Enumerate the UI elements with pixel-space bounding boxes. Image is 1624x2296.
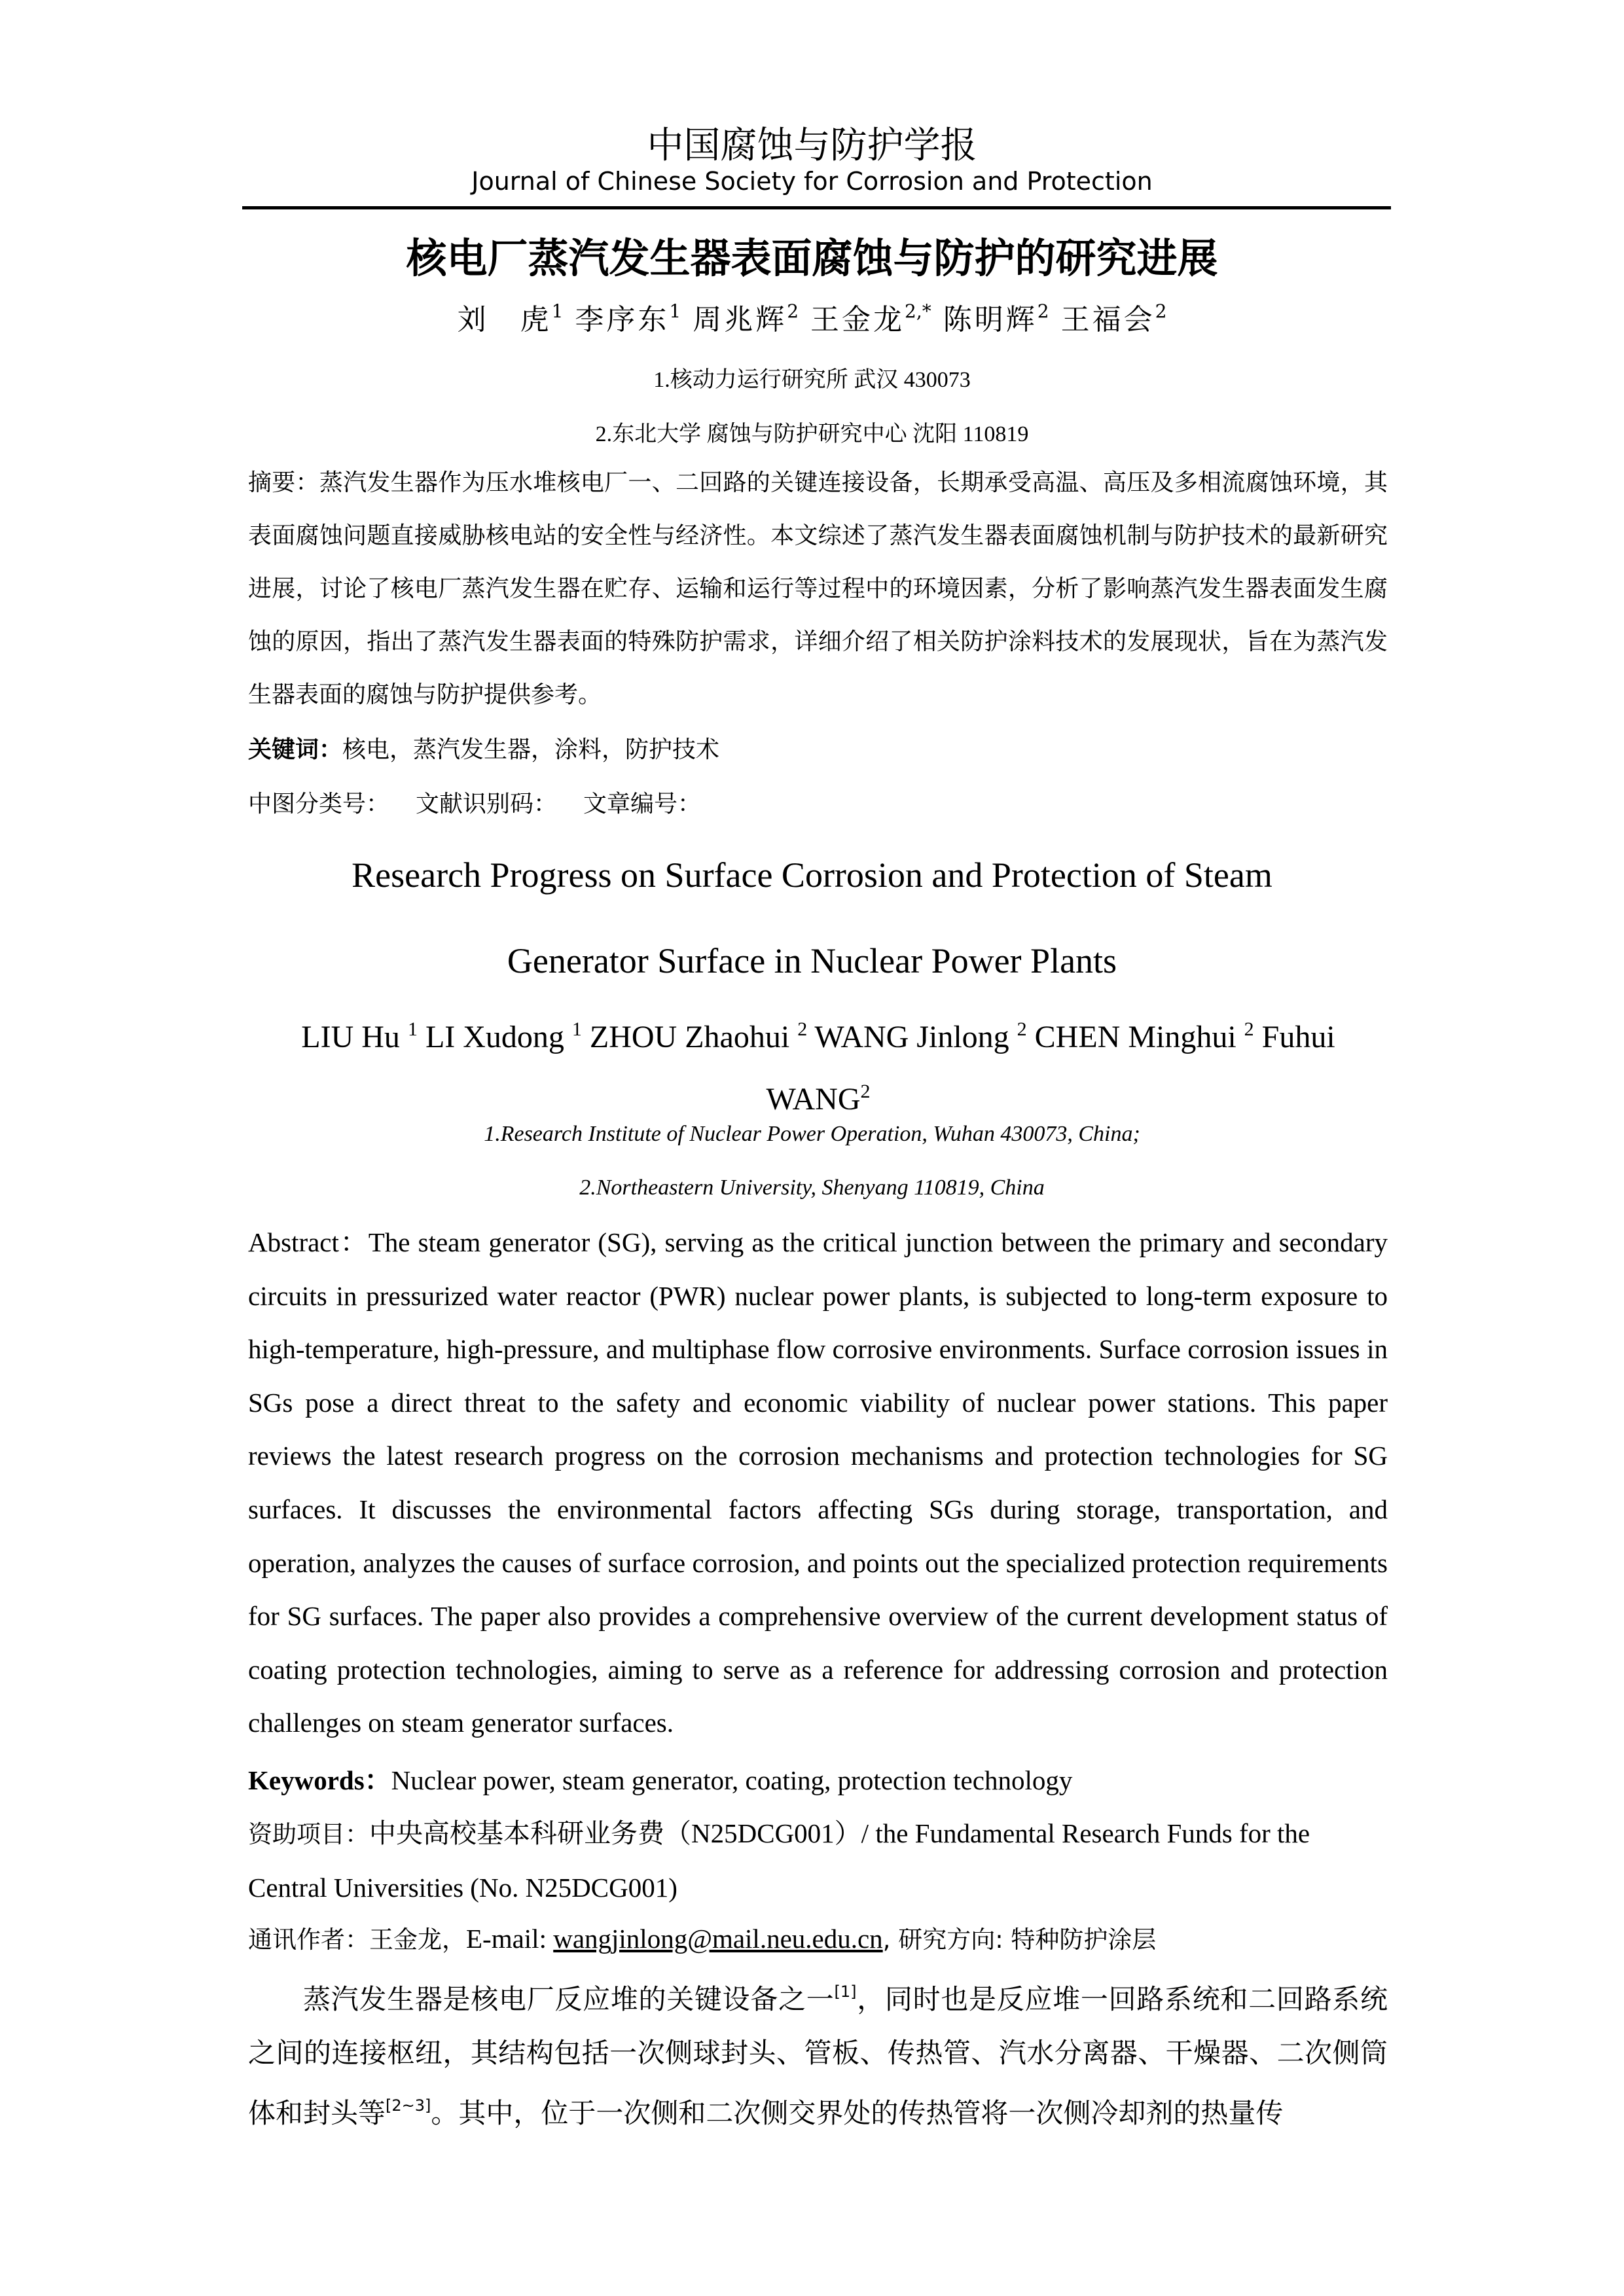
citation[interactable]: [1] bbox=[834, 1982, 857, 2001]
keywords-en bbox=[248, 1754, 1388, 1808]
authors-cn bbox=[0, 296, 1624, 338]
classification-line bbox=[248, 778, 1388, 831]
keywords-cn bbox=[248, 723, 1388, 776]
paper-title-en-line2: Generator Surface in Nuclear Power Plants bbox=[507, 941, 1117, 980]
body-text: 。其中，位于一次侧和二次侧交界处的传热管将一次侧冷却剂的热量传 bbox=[431, 2097, 1284, 2129]
author-cn: 王福会$^2$ bbox=[1060, 300, 1167, 336]
research-direction: , 研究方向: 特种防护涂层 bbox=[882, 1926, 1157, 1954]
author-en: CHEN Minghui $^2$ bbox=[1034, 1018, 1254, 1054]
abstract-en-label: Abstract： bbox=[248, 1227, 369, 1257]
citation[interactable]: [2~3] bbox=[386, 2096, 431, 2115]
author-cn: 刘 虎$^1$ bbox=[457, 300, 564, 336]
body-paragraph bbox=[248, 1965, 1388, 2140]
clc-label: 中图分类号： bbox=[248, 791, 390, 817]
author-en: WANG Jinlong $^2$ bbox=[814, 1018, 1027, 1054]
funding-label: 资助项目： bbox=[248, 1820, 369, 1848]
correspondence-name: 王金龙， bbox=[369, 1926, 466, 1954]
author-cn: 陈明辉$^2$ bbox=[943, 300, 1049, 336]
author-cn: 周兆辉$^2$ bbox=[693, 300, 799, 336]
paper-title-en-line1: Research Progress on Surface Corrosion and Protection of Steam bbox=[352, 855, 1272, 895]
journal-title-en: Journal of Chinese Society for Corrosion and Protection bbox=[471, 167, 1153, 196]
paper-title-en bbox=[0, 833, 1624, 1004]
paper-title-cn: 核电厂蒸汽发生器表面腐蚀与防护的研究进展 bbox=[406, 234, 1218, 282]
abstract-en bbox=[248, 1216, 1388, 1750]
abstract-en-text: The steam generator (SG), serving as the critical junction between the primary and secondary circuits in pressurized water reactor (PWR) nuclear power plants, is subjected to long-term exposure to high-temperature, high-pressure, and multiphase flow corrosive environments. Surface corrosion issues in SGs pose a direct threat to the safety and economic viability of nuclear power stations. This paper reviews the latest research progress on the corrosion mechanisms and protection technologies for SG surfaces. It discusses the environmental factors affecting SGs during storage, transportation, and operation, analyzes the causes of surface corrosion, and points out the specialized protection requirements for SG surfaces. The paper also provides a comprehensive overview of the current development status of coating protection technologies, aiming to serve as a reference for addressing corrosion and protection challenges on steam generator surfaces. bbox=[248, 1227, 1388, 1738]
body-text: 蒸汽发生器是核电厂反应堆的关键设备之一 bbox=[303, 1983, 835, 2015]
keywords-cn-text: 核电，蒸汽发生器，涂料，防护技术 bbox=[342, 736, 720, 763]
author-en: ZHOU Zhaohui $^2$ bbox=[589, 1018, 808, 1054]
body-text: ，同时也是反应堆一回路系统和二回路系统之间的连接枢纽，其结构包括一次侧球封头、管板、传热管、汽水分离器、干燥器、二次侧筒体和封头等 bbox=[248, 1983, 1388, 2129]
funding-text: 中央高校基本科研业务费（N25DCG001）/ the Fundamental Research Funds for the Central Universities (No. N25DCG001) bbox=[248, 1818, 1310, 1903]
author-en: Fuhui WANG$^2$ bbox=[766, 1020, 1335, 1117]
keywords-en-label: Keywords： bbox=[248, 1765, 391, 1795]
correspondence-label: 通讯作者： bbox=[248, 1926, 369, 1954]
abstract-cn-text: 蒸汽发生器作为压水堆核电厂一、二回路的关键连接设备，长期承受高温、高压及多相流腐蚀环境，其表面腐蚀问题直接威胁核电站的安全性与经济性。本文综述了蒸汽发生器表面腐蚀机制与防护技术的最新研究进展，讨论了核电厂蒸汽发生器在贮存、运输和运行等过程中的环境因素，分析了影响蒸汽发生器表面发生腐蚀的原因，指出了蒸汽发生器表面的特殊防护需求，详细介绍了相关防护涂料技术的发展现状，旨在为蒸汽发生器表面的腐蚀与防护提供参考。 bbox=[248, 469, 1388, 708]
affiliation-en-2: 2.Northeastern University, Shenyang 110819, China bbox=[579, 1175, 1045, 1200]
affiliation-en-1: 1.Research Institute of Nuclear Power Operation, Wuhan 430073, China; bbox=[484, 1122, 1140, 1146]
author-en: LIU Hu $^1$ bbox=[301, 1018, 418, 1054]
correspondence bbox=[248, 1912, 1388, 1967]
author-cn: 李序东$^1$ bbox=[575, 300, 681, 336]
email-label: E-mail: bbox=[466, 1924, 554, 1954]
authors-en bbox=[262, 1002, 1375, 1126]
journal-title-cn: 中国腐蚀与防护学报 bbox=[647, 124, 977, 167]
doc-code-label: 文献识别码： bbox=[416, 791, 558, 817]
author-en: LI Xudong $^1$ bbox=[425, 1018, 582, 1054]
keywords-cn-label: 关键词： bbox=[248, 736, 343, 763]
header-rule bbox=[242, 206, 1391, 209]
affiliation-cn-1: 1.核动力运行研究所 武汉 430073 bbox=[653, 368, 971, 392]
funding bbox=[248, 1807, 1388, 1914]
keywords-en-text: Nuclear power, steam generator, coating, protection technology bbox=[391, 1765, 1073, 1795]
abstract-cn-label: 摘要： bbox=[248, 469, 319, 496]
article-no-label: 文章编号： bbox=[583, 791, 702, 817]
email-link[interactable]: wangjinlong@mail.neu.edu.cn bbox=[553, 1924, 883, 1954]
author-cn-corresponding: 王金龙$^{2,*}$ bbox=[810, 300, 931, 336]
abstract-cn bbox=[248, 456, 1388, 721]
affiliation-cn-2: 2.东北大学 腐蚀与防护研究中心 沈阳 110819 bbox=[595, 422, 1029, 446]
